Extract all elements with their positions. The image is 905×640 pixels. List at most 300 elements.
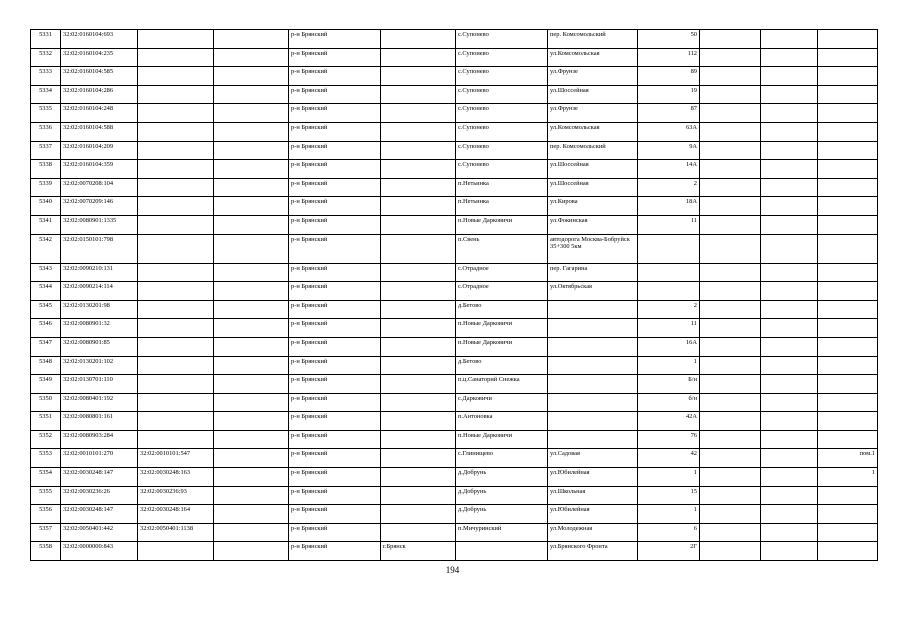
locality-cell: с.Супонево [456,160,548,179]
city-cell [381,141,456,160]
note-cell [818,486,878,505]
extra-cell-1 [700,85,761,104]
table-row [31,468,878,487]
note-cell [818,234,878,263]
table-row [31,30,878,49]
extra-cell-2 [761,468,818,487]
cadastral-number-2-cell [138,85,214,104]
extra-cell-2 [761,486,818,505]
extra-cell-1 [700,505,761,524]
extra-cell-1 [700,375,761,394]
empty-cell [214,393,289,412]
extra-cell-2 [761,104,818,123]
extra-cell-2 [761,30,818,49]
row-number-cell: 5353 [31,449,61,468]
locality-cell: с.Отрадное [456,282,548,301]
district-cell: р-н Брянский [289,319,381,338]
street-cell: ул.Октябрьская [548,282,638,301]
empty-cell [214,375,289,394]
city-cell [381,178,456,197]
note-cell [818,104,878,123]
row-number-cell: 5344 [31,282,61,301]
district-cell: р-н Брянский [289,104,381,123]
empty-cell [214,337,289,356]
cadastral-number-2-cell [138,282,214,301]
table-row [31,160,878,179]
empty-cell [214,85,289,104]
extra-cell-1 [700,468,761,487]
cadastral-number-2-cell [138,300,214,319]
district-cell: р-н Брянский [289,263,381,282]
cadastral-number-cell: 32:02:0150101:798 [61,234,138,263]
empty-cell [214,104,289,123]
extra-cell-2 [761,523,818,542]
locality-cell: п.Новые Дарковичи [456,430,548,449]
extra-cell-2 [761,542,818,561]
locality-cell: с.Глинищево [456,449,548,468]
empty-cell [214,48,289,67]
street-cell: ул.Шоссейная [548,85,638,104]
table-row [31,263,878,282]
cadastral-number-cell: 32:02:0160104:286 [61,85,138,104]
extra-cell-1 [700,412,761,431]
cadastral-number-cell: 32:02:0090210:131 [61,263,138,282]
cadastral-number-2-cell [138,67,214,86]
cadastral-number-2-cell [138,337,214,356]
empty-cell [214,449,289,468]
empty-cell [214,263,289,282]
cadastral-number-2-cell: 32:02:0030236:93 [138,486,214,505]
row-number-cell: 5341 [31,215,61,234]
table-row [31,542,878,561]
city-cell [381,160,456,179]
extra-cell-1 [700,319,761,338]
row-number-cell: 5331 [31,30,61,49]
note-cell [818,300,878,319]
cadastral-number-2-cell [138,197,214,216]
locality-cell: с.Супонево [456,141,548,160]
note-cell [818,122,878,141]
extra-cell-2 [761,67,818,86]
row-number-cell: 5358 [31,542,61,561]
extra-cell-1 [700,67,761,86]
table-row [31,356,878,375]
street-cell: ул.Молодежная [548,523,638,542]
cadastral-number-cell: 32:02:0160104:585 [61,67,138,86]
district-cell: р-н Брянский [289,48,381,67]
cadastral-number-cell: 32:02:0070209:146 [61,197,138,216]
table-row [31,412,878,431]
extra-cell-2 [761,141,818,160]
page-number: 194 [445,565,460,575]
street-cell: ул.Шоссейная [548,178,638,197]
note-cell [818,197,878,216]
district-cell: р-н Брянский [289,178,381,197]
cadastral-number-2-cell [138,234,214,263]
empty-cell [214,215,289,234]
table-row [31,122,878,141]
note-cell [818,160,878,179]
house-number-cell: 87 [638,104,700,123]
cadastral-number-cell: 32:02:0000000:843 [61,542,138,561]
house-number-cell: 89 [638,67,700,86]
cadastral-number-2-cell: 32:02:0010101:547 [138,449,214,468]
table-row [31,104,878,123]
table-row [31,337,878,356]
extra-cell-2 [761,282,818,301]
note-cell [818,263,878,282]
table-row [31,178,878,197]
house-number-cell: 14А [638,160,700,179]
extra-cell-1 [700,30,761,49]
city-cell [381,319,456,338]
empty-cell [214,67,289,86]
cadastral-number-cell: 32:02:0080801:161 [61,412,138,431]
extra-cell-1 [700,48,761,67]
district-cell: р-н Брянский [289,300,381,319]
extra-cell-2 [761,375,818,394]
extra-cell-2 [761,337,818,356]
row-number-cell: 5336 [31,122,61,141]
note-cell [818,523,878,542]
cadastral-number-cell: 32:02:0090214:114 [61,282,138,301]
house-number-cell [638,282,700,301]
row-number-cell: 5347 [31,337,61,356]
extra-cell-1 [700,122,761,141]
extra-cell-1 [700,356,761,375]
extra-cell-2 [761,319,818,338]
locality-cell [456,542,548,561]
house-number-cell: 50 [638,30,700,49]
empty-cell [214,30,289,49]
cadastral-number-2-cell [138,375,214,394]
locality-cell: с.Супонево [456,67,548,86]
cadastral-number-cell: 32:02:0080401:192 [61,393,138,412]
cadastral-number-cell: 32:02:0050401:442 [61,523,138,542]
table-row [31,234,878,263]
district-cell: р-н Брянский [289,449,381,468]
street-cell: ул.Комсомольская [548,48,638,67]
street-cell [548,337,638,356]
note-cell [818,30,878,49]
extra-cell-1 [700,141,761,160]
row-number-cell: 5338 [31,160,61,179]
house-number-cell: 42А [638,412,700,431]
house-number-cell: 2 [638,178,700,197]
cadastral-number-2-cell [138,542,214,561]
cadastral-number-2-cell [138,30,214,49]
extra-cell-1 [700,542,761,561]
house-number-cell: 2 [638,300,700,319]
cadastral-number-cell: 32:02:0030248:147 [61,468,138,487]
cadastral-number-cell: 32:02:0160104:235 [61,48,138,67]
street-cell: ул.Шоссейная [548,160,638,179]
row-number-cell: 5346 [31,319,61,338]
extra-cell-2 [761,48,818,67]
house-number-cell: 112 [638,48,700,67]
empty-cell [214,486,289,505]
note-cell [818,141,878,160]
empty-cell [214,542,289,561]
empty-cell [214,141,289,160]
row-number-cell: 5350 [31,393,61,412]
district-cell: р-н Брянский [289,486,381,505]
table-row [31,430,878,449]
cadastral-number-cell: 32:02:0080901:1335 [61,215,138,234]
extra-cell-2 [761,178,818,197]
house-number-cell: 16А [638,337,700,356]
note-cell [818,542,878,561]
extra-cell-2 [761,505,818,524]
locality-cell: п.Нетьинка [456,197,548,216]
street-cell: автодорога Москва-Бобруйск 35+300 5км [548,234,638,263]
district-cell: р-н Брянский [289,160,381,179]
table-row [31,141,878,160]
extra-cell-2 [761,393,818,412]
cadastral-number-2-cell [138,263,214,282]
row-number-cell: 5349 [31,375,61,394]
cadastral-number-cell: 32:02:0080901:32 [61,319,138,338]
note-cell [818,412,878,431]
locality-cell: д.Добрунь [456,486,548,505]
street-cell [548,356,638,375]
city-cell [381,30,456,49]
empty-cell [214,300,289,319]
note-cell [818,85,878,104]
locality-cell: п.ц.Санаторий Снежка [456,375,548,394]
note-cell [818,178,878,197]
cadastral-number-2-cell [138,393,214,412]
street-cell [548,393,638,412]
street-cell [548,319,638,338]
extra-cell-1 [700,393,761,412]
locality-cell: п.Нетьинка [456,178,548,197]
empty-cell [214,412,289,431]
note-cell [818,319,878,338]
row-number-cell: 5355 [31,486,61,505]
extra-cell-1 [700,104,761,123]
district-cell: р-н Брянский [289,67,381,86]
city-cell [381,122,456,141]
street-cell [548,430,638,449]
cadastral-number-2-cell [138,319,214,338]
district-cell: р-н Брянский [289,375,381,394]
table-row [31,215,878,234]
cadastral-number-2-cell: 32:02:0030248:163 [138,468,214,487]
row-number-cell: 5357 [31,523,61,542]
cadastral-number-2-cell [138,104,214,123]
district-cell: р-н Брянский [289,197,381,216]
house-number-cell [638,263,700,282]
cadastral-number-cell: 32:02:0130201:98 [61,300,138,319]
district-cell: р-н Брянский [289,505,381,524]
house-number-cell: 11 [638,215,700,234]
extra-cell-1 [700,160,761,179]
district-cell: р-н Брянский [289,393,381,412]
cadastral-number-cell: 32:02:0160104:359 [61,160,138,179]
table-row [31,67,878,86]
note-cell [818,337,878,356]
table-row [31,300,878,319]
house-number-cell: 9А [638,141,700,160]
city-cell [381,468,456,487]
cadastral-number-2-cell [138,122,214,141]
house-number-cell: 1 [638,468,700,487]
city-cell: г.Брянск [381,542,456,561]
extra-cell-1 [700,486,761,505]
street-cell: ул.Фрунзе [548,104,638,123]
street-cell: ул.Юбилейная [548,505,638,524]
extra-cell-1 [700,234,761,263]
extra-cell-2 [761,160,818,179]
table-row [31,523,878,542]
street-cell: пер. Гагарина [548,263,638,282]
district-cell: р-н Брянский [289,141,381,160]
note-cell [818,67,878,86]
locality-cell: п.Свень [456,234,548,263]
empty-cell [214,197,289,216]
row-number-cell: 5340 [31,197,61,216]
extra-cell-2 [761,430,818,449]
street-cell [548,300,638,319]
district-cell: р-н Брянский [289,234,381,263]
house-number-cell: 1 [638,356,700,375]
extra-cell-2 [761,234,818,263]
note-cell [818,505,878,524]
note-cell [818,48,878,67]
extra-cell-2 [761,85,818,104]
extra-cell-1 [700,197,761,216]
locality-cell: с.Супонево [456,30,548,49]
extra-cell-2 [761,449,818,468]
note-cell [818,393,878,412]
extra-cell-2 [761,263,818,282]
locality-cell: д.Добрунь [456,505,548,524]
extra-cell-1 [700,300,761,319]
locality-cell: с.Супонево [456,85,548,104]
row-number-cell: 5337 [31,141,61,160]
house-number-cell: 15 [638,486,700,505]
note-cell [818,282,878,301]
city-cell [381,337,456,356]
row-number-cell: 5354 [31,468,61,487]
row-number-cell: 5342 [31,234,61,263]
street-cell [548,412,638,431]
row-number-cell: 5339 [31,178,61,197]
extra-cell-1 [700,449,761,468]
house-number-cell: 1 [638,505,700,524]
house-number-cell: 6 [638,523,700,542]
empty-cell [214,430,289,449]
empty-cell [214,356,289,375]
cadastral-number-2-cell [138,215,214,234]
empty-cell [214,282,289,301]
district-cell: р-н Брянский [289,468,381,487]
empty-cell [214,122,289,141]
district-cell: р-н Брянский [289,412,381,431]
extra-cell-2 [761,197,818,216]
cadastral-number-2-cell [138,430,214,449]
cadastral-number-cell: 32:02:0130701:110 [61,375,138,394]
street-cell: ул.Садовая [548,449,638,468]
locality-cell: п.Новые Дарковичи [456,319,548,338]
table-row [31,282,878,301]
cadastral-number-cell: 32:02:0160104:588 [61,122,138,141]
note-cell [818,356,878,375]
house-number-cell: 18А [638,197,700,216]
city-cell [381,263,456,282]
table-row [31,48,878,67]
note-cell: пом.1 [818,449,878,468]
locality-cell: д.Бетово [456,356,548,375]
city-cell [381,523,456,542]
extra-cell-1 [700,430,761,449]
district-cell: р-н Брянский [289,356,381,375]
street-cell: ул.Брянского Фронта [548,542,638,561]
city-cell [381,197,456,216]
district-cell: р-н Брянский [289,122,381,141]
row-number-cell: 5334 [31,85,61,104]
city-cell [381,375,456,394]
extra-cell-1 [700,523,761,542]
district-cell: р-н Брянский [289,85,381,104]
extra-cell-2 [761,122,818,141]
house-number-cell: Б/н [638,375,700,394]
district-cell: р-н Брянский [289,430,381,449]
street-cell: пер. Комсомольский [548,30,638,49]
house-number-cell: 2Г [638,542,700,561]
city-cell [381,104,456,123]
street-cell: ул.Кирова [548,197,638,216]
cadastral-number-cell: 32:02:0160104:248 [61,104,138,123]
house-number-cell: 76 [638,430,700,449]
house-number-cell: 19 [638,85,700,104]
street-cell: ул.Юбилейная [548,468,638,487]
locality-cell: п.Новые Дарковичи [456,215,548,234]
city-cell [381,48,456,67]
city-cell [381,505,456,524]
locality-cell: п.Новые Дарковичи [456,337,548,356]
street-cell: ул.Фокинская [548,215,638,234]
cadastral-number-cell: 32:02:0070208:104 [61,178,138,197]
row-number-cell: 5348 [31,356,61,375]
city-cell [381,234,456,263]
row-number-cell: 5335 [31,104,61,123]
city-cell [381,393,456,412]
district-cell: р-н Брянский [289,523,381,542]
note-cell [818,430,878,449]
row-number-cell: 5351 [31,412,61,431]
street-cell: пер. Комсомольский [548,141,638,160]
note-cell [818,375,878,394]
table-row [31,319,878,338]
cadastral-number-cell: 32:02:0130201:102 [61,356,138,375]
locality-cell: с.Отрадное [456,263,548,282]
district-cell: р-н Брянский [289,542,381,561]
city-cell [381,412,456,431]
district-cell: р-н Брянский [289,215,381,234]
extra-cell-2 [761,356,818,375]
row-number-cell: 5332 [31,48,61,67]
street-cell [548,375,638,394]
cadastral-number-2-cell [138,356,214,375]
empty-cell [214,468,289,487]
empty-cell [214,505,289,524]
cadastral-number-cell: 32:02:0030248:147 [61,505,138,524]
house-number-cell: б/н [638,393,700,412]
house-number-cell: 11 [638,319,700,338]
district-cell: р-н Брянский [289,30,381,49]
